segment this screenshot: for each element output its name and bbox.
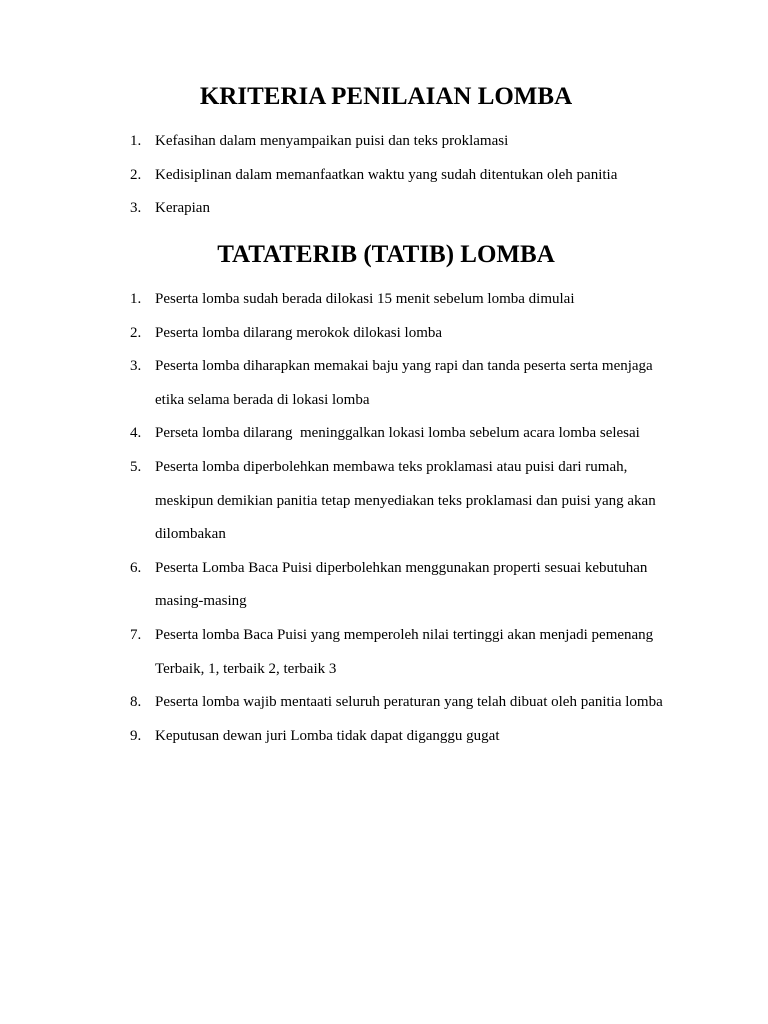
- list-number: 1.: [130, 291, 142, 307]
- list-number: 6.: [130, 559, 142, 576]
- list-text: Keputusan dewan juri Lomba tidak dapat diganggu gugat: [155, 727, 500, 744]
- list-text: Peserta lomba sudah berada dilokasi 15 menit sebelum lomba dimulai: [155, 291, 575, 307]
- list-text: Peserta lomba diharapkan memakai baju yang rapi dan tanda peserta serta menjaga etika selama berada di lokasi lomba: [155, 358, 657, 408]
- list-item: [0, 619, 768, 686]
- list-text: Peserta lomba wajib mentaati seluruh peraturan yang telah dibuat oleh panitia lomba: [155, 694, 663, 711]
- list-item: [0, 417, 768, 451]
- list-item: [0, 686, 768, 720]
- list-text: Kedisiplinan dalam memanfaatkan waktu yang sudah ditentukan oleh panitia: [155, 166, 618, 183]
- list-number: 2.: [130, 166, 142, 183]
- list-text: Peserta Lomba Baca Puisi diperbolehkan menggunakan properti sesuai kebutuhan masing-masing: [155, 559, 652, 610]
- list-text: Perseta lomba dilarang meninggalkan lokasi lomba sebelum acara lomba selesai: [155, 425, 640, 442]
- list-number: 7.: [130, 626, 142, 643]
- list-number: 3.: [130, 200, 142, 217]
- list-number: 3.: [130, 358, 142, 375]
- list-item: [0, 159, 768, 193]
- list-text: Peserta lomba dilarang merokok dilokasi lomba: [155, 324, 443, 341]
- list-item: [0, 317, 768, 351]
- list-item: [0, 451, 768, 552]
- list-number: 8.: [130, 694, 142, 711]
- list-item: [0, 552, 768, 619]
- list-text: Peserta lomba diperbolehkan membawa teks proklamasi atau puisi dari rumah, meskipun demikian panitia tetap menyediakan teks proklamasi dan puisi yang akan dilombakan: [155, 458, 660, 543]
- criteria-list: [0, 125, 768, 226]
- list-text: Kefasihan dalam menyampaikan puisi dan teks proklamasi: [155, 133, 509, 149]
- rules-list: [0, 283, 768, 753]
- list-number: 1.: [130, 133, 142, 149]
- list-text: Peserta lomba Baca Puisi yang memperoleh nilai tertinggi akan menjadi pemenang Terbaik, 1, terbaik 2, terbaik 3: [155, 626, 657, 677]
- list-item: [0, 350, 768, 417]
- list-number: 4.: [130, 425, 142, 442]
- list-item: [0, 283, 768, 317]
- list-item: [0, 720, 768, 754]
- list-number: 2.: [130, 324, 142, 341]
- list-item: [0, 125, 768, 159]
- list-item: [0, 192, 768, 226]
- list-number: 9.: [130, 727, 142, 744]
- rules-heading: TATATERIB (TATIB) LOMBA: [217, 241, 555, 268]
- criteria-heading: KRITERIA PENILAIAN LOMBA: [199, 83, 573, 110]
- list-text: Kerapian: [155, 200, 210, 217]
- list-number: 5.: [130, 458, 142, 475]
